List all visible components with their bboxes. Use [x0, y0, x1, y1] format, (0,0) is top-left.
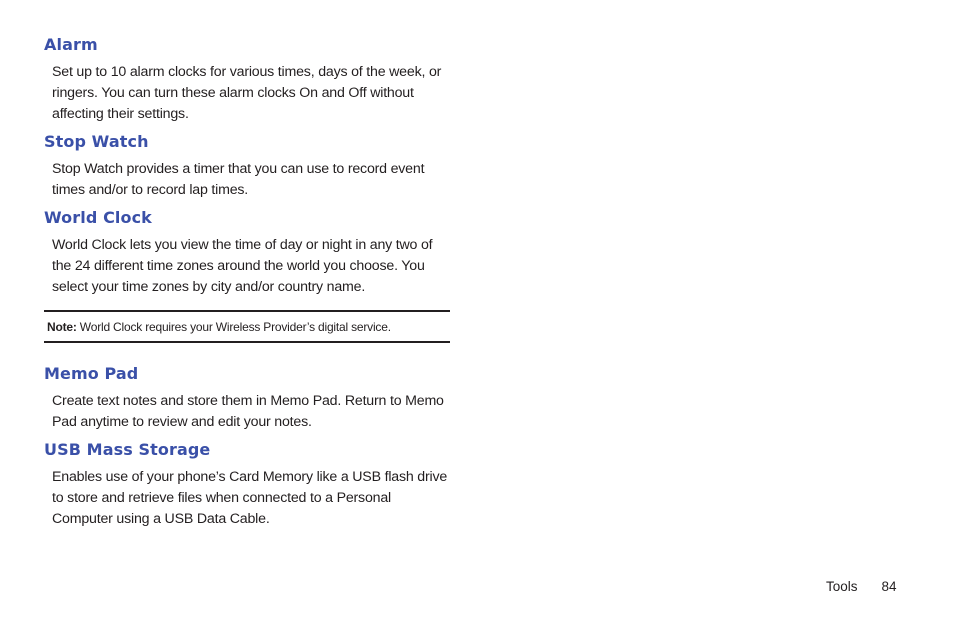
- page-number: 84: [881, 579, 897, 594]
- section-body-alarm: Set up to 10 alarm clocks for various times, days of the week, or ringers. You can turn these alarm clocks On and Off without affecting their settings.: [52, 64, 442, 122]
- note-text: World Clock requires your Wireless Provider’s digital service.: [76, 320, 391, 334]
- section-heading-usb-mass-storage: USB Mass Storage: [44, 440, 211, 459]
- section-heading-memo-pad: Memo Pad: [44, 364, 139, 383]
- footer-section-name: Tools: [826, 579, 858, 594]
- page-footer: [826, 578, 897, 596]
- section-body-world-clock: World Clock lets you view the time of day or night in any two of the 24 different time zones around the world you choose. You select your time zones by city and/or country name.: [52, 237, 433, 295]
- note-box: [44, 310, 450, 343]
- section-heading-alarm: Alarm: [44, 35, 98, 54]
- section-body-usb-mass-storage: Enables use of your phone’s Card Memory like a USB flash drive to store and retrieve files when connected to a Personal Computer using a USB Data Cable.: [52, 469, 448, 527]
- note-label: Note:: [47, 320, 77, 334]
- section-body-memo-pad: Create text notes and store them in Memo Pad. Return to Memo Pad anytime to review and edit your notes.: [52, 393, 444, 430]
- section-heading-world-clock: World Clock: [44, 208, 152, 227]
- section-body-stop-watch: Stop Watch provides a timer that you can use to record event times and/or to record lap times.: [52, 161, 425, 198]
- section-heading-stop-watch: Stop Watch: [44, 132, 149, 151]
- page-content: [44, 34, 450, 536]
